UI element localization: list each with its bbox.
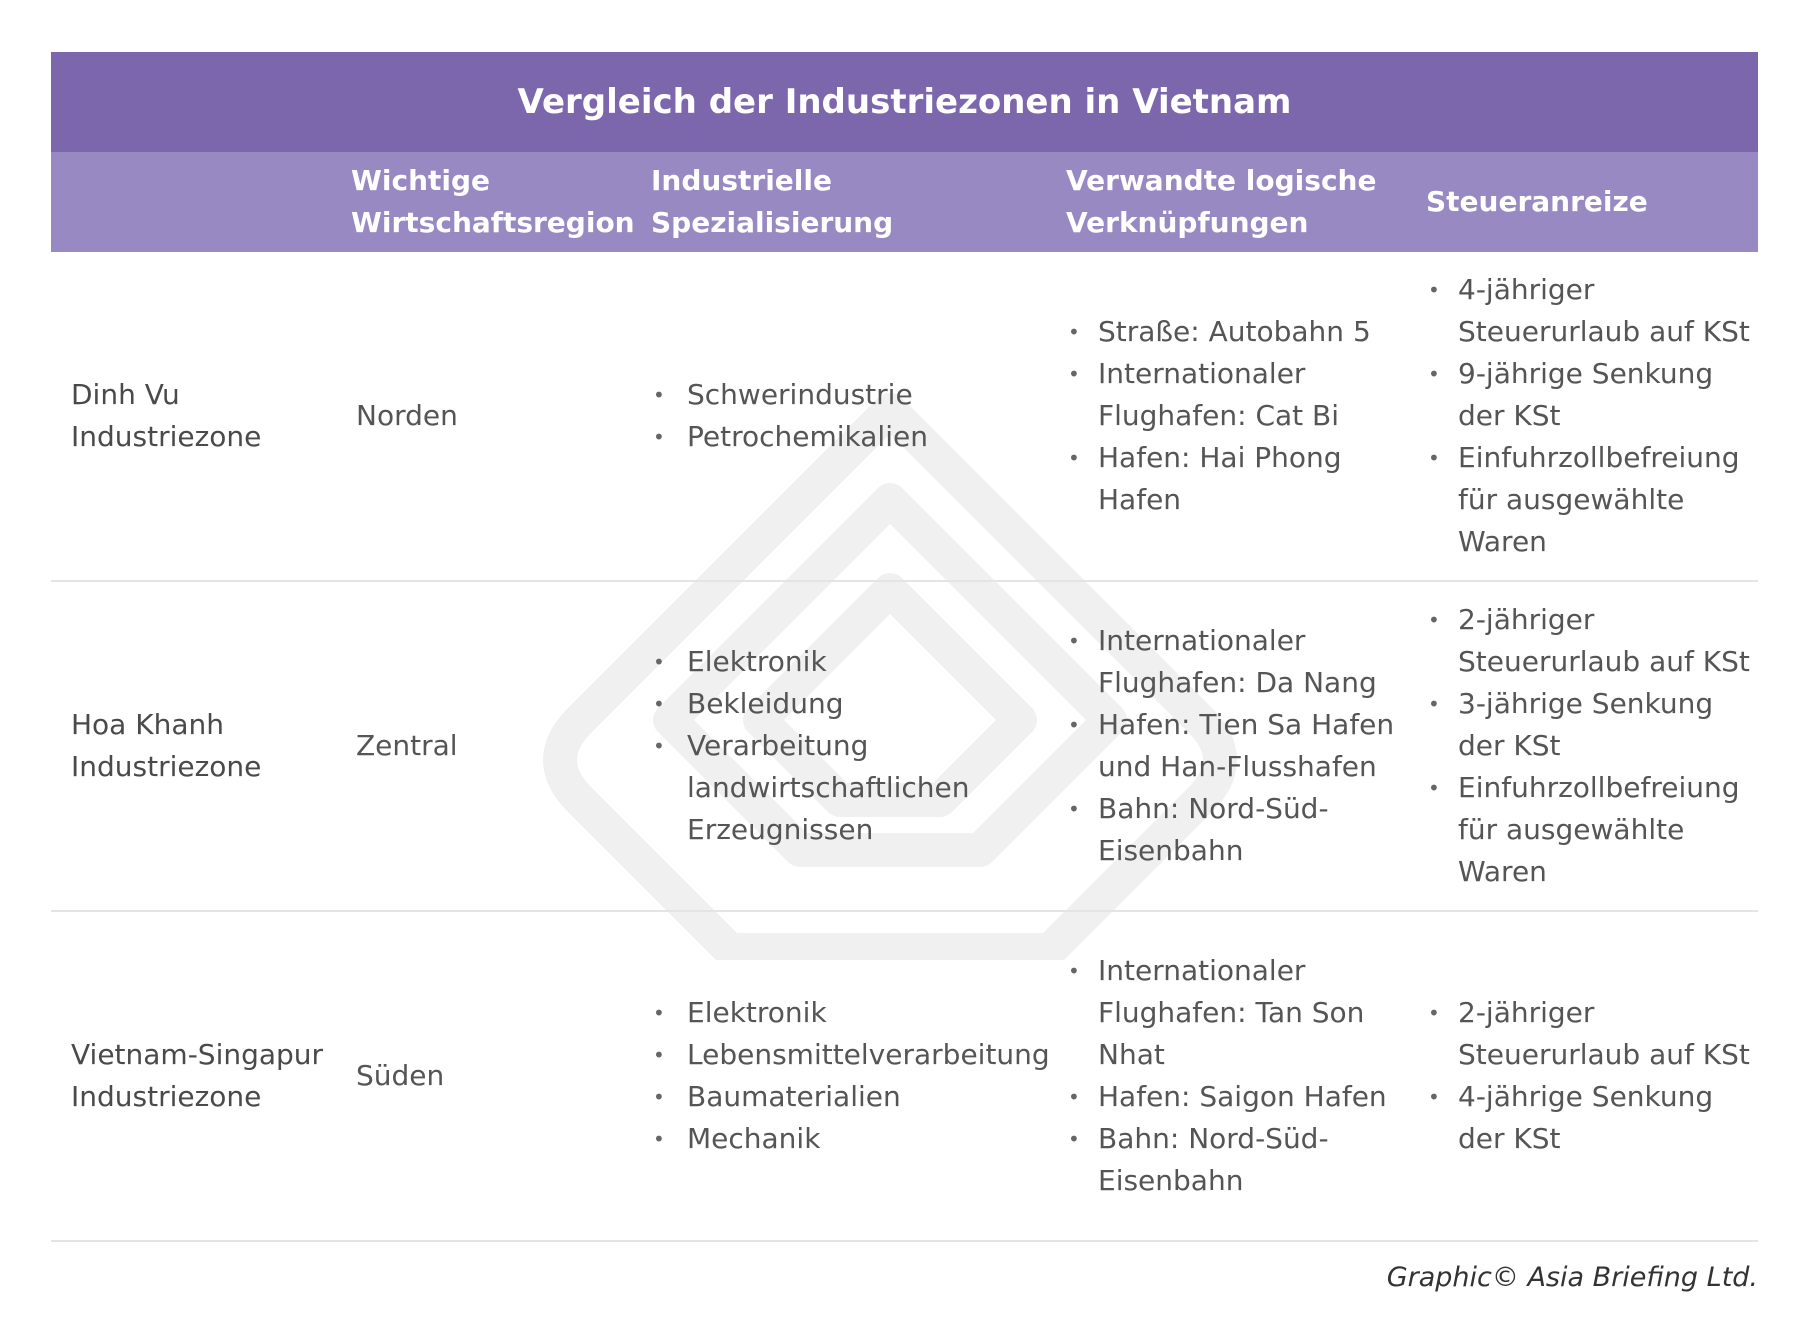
list-item: • 2-jähriger Steuerurlaub auf KSt — [1426, 599, 1758, 683]
list-item: • Internationaler Flughafen: Tan Son Nhat — [1066, 950, 1426, 1076]
list-item: • Internationaler Flughafen: Cat Bi — [1066, 353, 1426, 437]
list-item: • Hafen: Hai Phong Hafen — [1066, 437, 1426, 521]
list-item: • Baumaterialien — [651, 1076, 1066, 1118]
region: Süden — [356, 1059, 445, 1092]
zone-name: Vietnam-Singapur Industriezone — [71, 1038, 324, 1113]
comparison-table — [51, 52, 1758, 1242]
list-item: • Einfuhrzollbefreiung für ausgewählte Waren — [1426, 767, 1758, 893]
list-item: • Lebensmittelverarbeitung — [651, 1034, 1066, 1076]
list-item: • Einfuhrzollbefreiung für ausgewählte Waren — [1426, 437, 1758, 563]
incentives-cell — [1426, 269, 1758, 563]
list-item: • 4-jähriger Steuerurlaub auf KSt — [1426, 269, 1758, 353]
header-region: Wichtige Wirtschaftsregion — [351, 164, 635, 239]
table-row — [51, 582, 1758, 912]
links-cell — [1066, 620, 1426, 872]
links-cell — [1066, 311, 1426, 521]
specialization-cell — [651, 374, 1066, 458]
header-incentives: Steueranreize — [1426, 185, 1648, 218]
zone-name: Dinh Vu Industriezone — [71, 378, 262, 453]
list-item: • Bekleidung — [651, 683, 1066, 725]
incentives-cell — [1426, 992, 1758, 1160]
credit-text: Graphic© Asia Briefing Ltd. — [1386, 1262, 1758, 1293]
zone-name: Hoa Khanh Industriezone — [71, 708, 262, 783]
table-title: Vergleich der Industriezonen in Vietnam — [51, 52, 1758, 152]
list-item: • Elektronik — [651, 992, 1066, 1034]
specialization-cell — [651, 641, 1066, 851]
table-row — [51, 912, 1758, 1242]
list-item: • Verarbeitung landwirtschaftlichen Erzeugnissen — [651, 725, 1066, 851]
list-item: • Schwerindustrie — [651, 374, 1066, 416]
list-item: • Internationaler Flughafen: Da Nang — [1066, 620, 1426, 704]
list-item: • Bahn: Nord-Süd-Eisenbahn — [1066, 788, 1426, 872]
links-cell — [1066, 950, 1426, 1202]
list-item: • 2-jähriger Steuerurlaub auf KSt — [1426, 992, 1758, 1076]
list-item: • Bahn: Nord-Süd-Eisenbahn — [1066, 1118, 1426, 1202]
list-item: • Elektronik — [651, 641, 1066, 683]
list-item: • Hafen: Tien Sa Hafen und Han-Flusshafen — [1066, 704, 1426, 788]
list-item: • Mechanik — [651, 1118, 1066, 1160]
incentives-cell — [1426, 599, 1758, 893]
header-links: Verwandte logische Verknüpfungen — [1066, 164, 1377, 239]
list-item: • Straße: Autobahn 5 — [1066, 311, 1426, 353]
specialization-cell — [651, 992, 1066, 1160]
list-item: • 4-jährige Senkung der KSt — [1426, 1076, 1758, 1160]
header-specialization: Industrielle Spezialisierung — [651, 164, 894, 239]
header-row — [51, 152, 1758, 252]
list-item: • 3-jährige Senkung der KSt — [1426, 683, 1758, 767]
region: Zentral — [356, 729, 458, 762]
list-item: • 9-jährige Senkung der KSt — [1426, 353, 1758, 437]
table-row — [51, 252, 1758, 582]
list-item: • Hafen: Saigon Hafen — [1066, 1076, 1426, 1118]
list-item: • Petrochemikalien — [651, 416, 1066, 458]
region: Norden — [356, 399, 458, 432]
